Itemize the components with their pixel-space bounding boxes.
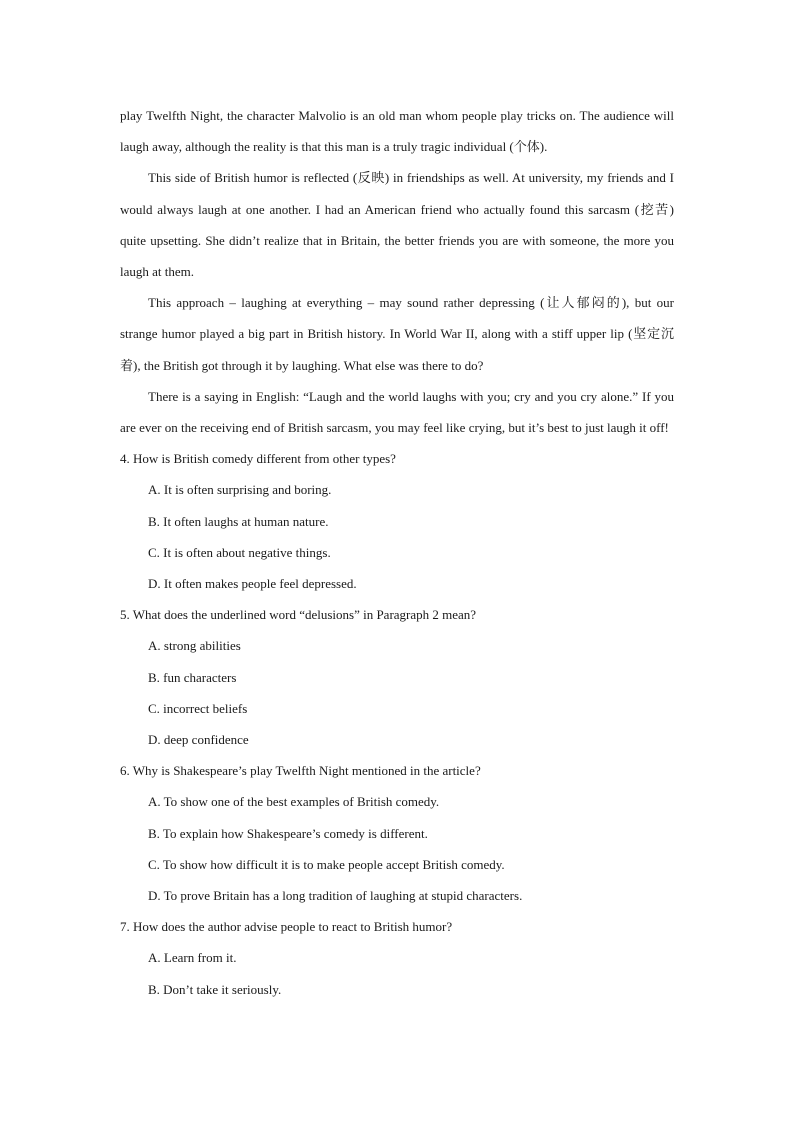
question-4	[120, 443, 674, 599]
option-a: A. To show one of the best examples of British comedy.	[148, 794, 440, 810]
option-b: B. To explain how Shakespeare’s comedy is different.	[148, 825, 428, 841]
question-prompt: 4. How is British comedy different from other types?	[120, 451, 396, 467]
option-a: A. strong abilities	[148, 638, 241, 654]
option-b: B. fun characters	[148, 669, 237, 685]
question-7	[120, 911, 674, 1005]
option-d: D. deep confidence	[148, 732, 249, 748]
option-a: A. It is often surprising and boring.	[148, 482, 332, 498]
passage-paragraph-continued: play Twelfth Night, the character Malvolio is an old man whom people play tricks on. The audience will laugh away, although the reality is that this man is a truly tragic individual (个体).	[120, 108, 674, 155]
question-prompt: 5. What does the underlined word “delusions” in Paragraph 2 mean?	[120, 607, 477, 623]
passage-paragraph-saying: There is a saying in English: “Laugh and the world laughs with you; cry and you cry alone.” If you are ever on the receiving end of British sarcasm, you may feel like crying, but it’s best to just laugh it off!	[120, 388, 674, 436]
option-c: C. It is often about negative things.	[148, 544, 331, 560]
question-prompt: 6. Why is Shakespeare’s play Twelfth Night mentioned in the article?	[120, 763, 481, 779]
option-d: D. It often makes people feel depressed.	[148, 576, 357, 592]
question-prompt: 7. How does the author advise people to react to British humor?	[120, 919, 453, 935]
option-d: D. To prove Britain has a long tradition of laughing at stupid characters.	[148, 888, 523, 904]
option-c: C. incorrect beliefs	[148, 700, 248, 716]
option-c: C. To show how difficult it is to make people accept British comedy.	[148, 856, 505, 872]
option-b: B. Don’t take it seriously.	[148, 981, 282, 997]
passage-paragraph-history: This approach – laughing at everything – may sound rather depressing (让人郁闷的), but our strange humor played a big part in British history. In World War II, along with a stiff upper lip (坚定沉着), the British got through it by laughing. What else was there to do?	[120, 295, 674, 373]
passage-paragraph-friendships: This side of British humor is reflected (反映) in friendships as well. At university, my friends and I would always laugh at one another. I had an American friend who actually found this sarcasm (挖苦) quite upsetting. She didn’t realize that in Britain, the better friends you are with someone, the more you laugh at them.	[120, 170, 674, 280]
question-5	[120, 599, 674, 755]
question-6	[120, 755, 674, 911]
page-content	[120, 100, 674, 1005]
option-a: A. Learn from it.	[148, 950, 237, 966]
option-b: B. It often laughs at human nature.	[148, 513, 329, 529]
